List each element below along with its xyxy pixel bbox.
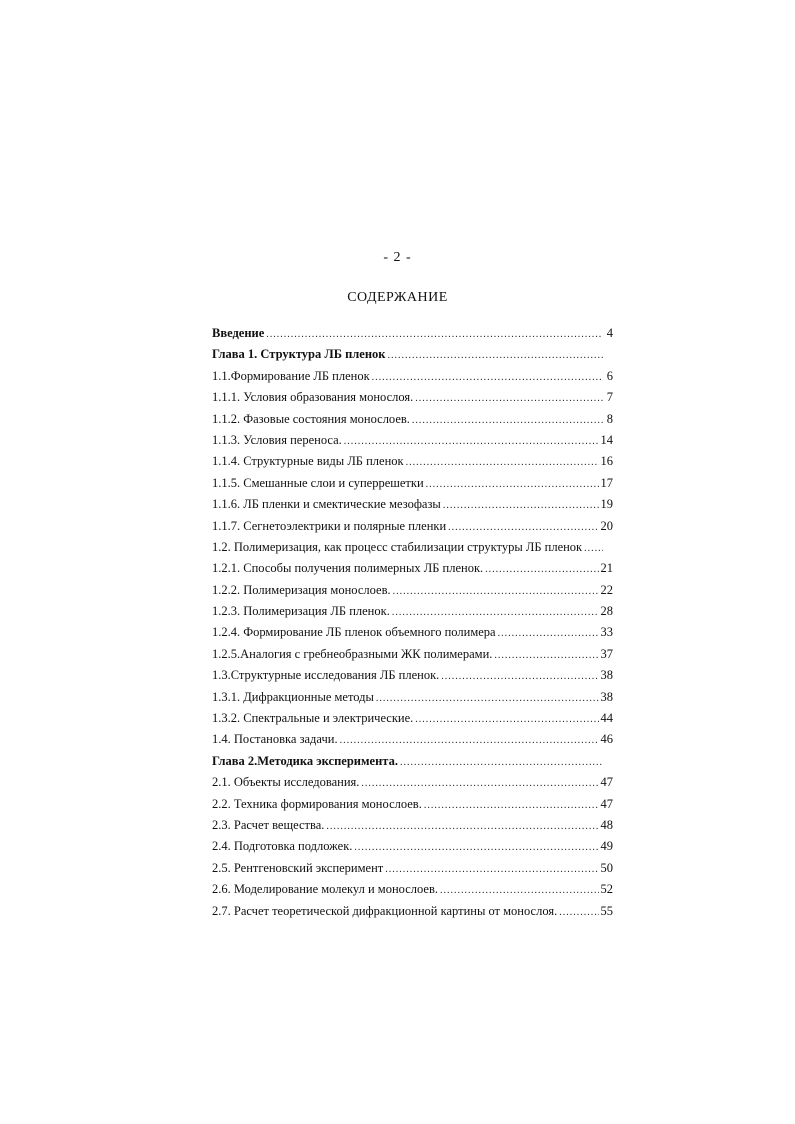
toc-entry-text: 1.2.2. Полимеризация монослоев. xyxy=(212,582,391,597)
toc-entry xyxy=(212,882,613,903)
toc-dot-leader xyxy=(354,842,598,853)
toc-entry-page: 55 xyxy=(600,903,613,918)
toc-title: СОДЕРЖАНИЕ xyxy=(347,290,448,305)
toc-entry-page: 22 xyxy=(600,582,613,597)
toc-dot-leader xyxy=(441,671,598,682)
toc-entry xyxy=(212,326,613,347)
toc-entry xyxy=(212,690,613,711)
toc-entry xyxy=(212,604,613,625)
toc-entry-text: 1.1.6. ЛБ пленки и смектические мезофазы xyxy=(212,497,441,512)
toc-entry-text: 1.3.2. Спектральные и электрические. xyxy=(212,711,414,726)
toc-entry xyxy=(212,583,613,604)
toc-entry-page: 33 xyxy=(600,625,613,640)
page-number: - 2 - xyxy=(383,250,412,265)
toc-entry-text: Глава 2.Методика эксперимента. xyxy=(212,753,398,768)
toc-entry-text: 1.1.5. Смешанные слои и суперрешетки xyxy=(212,475,424,490)
toc-entry-page: 17 xyxy=(600,475,613,490)
toc-entry xyxy=(212,861,613,882)
toc-entry-page: 6 xyxy=(606,368,613,383)
toc-dot-leader xyxy=(372,372,603,383)
toc-entry-page: 21 xyxy=(600,561,613,576)
toc-dot-leader xyxy=(361,778,598,789)
toc-dot-leader xyxy=(485,564,598,575)
toc-entry xyxy=(212,647,613,668)
toc-entry xyxy=(212,433,613,454)
toc-dot-leader xyxy=(393,586,599,597)
toc-entry-text: 1.1.4. Структурные виды ЛБ пленок xyxy=(212,454,404,469)
toc-entry-text: 1.2. Полимеризация, как процесс стабилизации структуры ЛБ пленок xyxy=(212,539,583,554)
toc-entry xyxy=(212,732,613,753)
toc-entry-text: 1.1.1. Условия образования монослоя. xyxy=(212,390,414,405)
toc-entry-text: 1.1.7. Сегнетоэлектрики и полярные пленки xyxy=(212,518,447,533)
toc-entry xyxy=(212,625,613,646)
toc-entry-page: 20 xyxy=(600,518,613,533)
toc-entry-page: 37 xyxy=(600,646,613,661)
toc-dot-leader xyxy=(406,457,599,468)
toc-entry xyxy=(212,754,613,775)
toc-dot-leader xyxy=(385,864,598,875)
toc-entry-text: 2.3. Расчет вещества. xyxy=(212,817,325,832)
toc-entry-text: 1.4. Постановка задачи. xyxy=(212,732,338,747)
toc-entry xyxy=(212,540,613,561)
toc-entry xyxy=(212,797,613,818)
toc-entry-text: 1.1.3. Условия переноса. xyxy=(212,432,342,447)
toc-entry xyxy=(212,839,613,860)
toc-entry-page: 52 xyxy=(600,882,613,897)
toc-dot-leader xyxy=(424,800,599,811)
toc-entry-text: 2.7. Расчет теоретической дифракционной картины от монослоя. xyxy=(212,903,558,918)
toc-entry xyxy=(212,904,613,925)
toc-entry xyxy=(212,561,613,582)
toc-dot-leader xyxy=(443,500,599,511)
toc-entry-page: 47 xyxy=(600,796,613,811)
toc-entry xyxy=(212,390,613,411)
toc-dot-leader xyxy=(559,907,598,918)
toc-entry xyxy=(212,412,613,433)
toc-entry-page: 38 xyxy=(600,689,613,704)
toc-entry-text: 1.2.5.Аналогия с гребнеобразными ЖК полимерами. xyxy=(212,646,493,661)
toc-entry xyxy=(212,369,613,390)
toc-dot-leader xyxy=(494,650,598,661)
toc-dot-leader xyxy=(440,885,599,896)
toc-entry-page: 28 xyxy=(600,604,613,619)
toc-entry-text: 1.2.4. Формирование ЛБ пленок объемного полимера xyxy=(212,625,496,640)
toc-dot-leader xyxy=(388,350,604,361)
toc-entry-text: 1.3.Структурные исследования ЛБ пленок. xyxy=(212,668,440,683)
toc-entry-page: 48 xyxy=(600,817,613,832)
toc-entry-text: 1.3.1. Дифракционные методы xyxy=(212,689,374,704)
toc-entry-text: 2.2. Техника формирования монослоев. xyxy=(212,796,422,811)
toc-entry-text: 1.1.Формирование ЛБ пленок xyxy=(212,368,370,383)
toc-entry-page: 49 xyxy=(600,839,613,854)
toc-dot-leader xyxy=(415,393,603,404)
toc-entry-text: Глава 1. Структура ЛБ пленок xyxy=(212,347,386,362)
toc-entry xyxy=(212,454,613,475)
toc-dot-leader xyxy=(340,735,599,746)
toc-entry-text: 1.1.2. Фазовые состояния монослоев. xyxy=(212,411,410,426)
toc-entry-page: 4 xyxy=(606,326,613,340)
toc-dot-leader xyxy=(412,415,603,426)
toc-dot-leader xyxy=(376,693,599,704)
toc-entry xyxy=(212,818,613,839)
toc-entry xyxy=(212,497,613,518)
toc-dot-leader xyxy=(448,522,598,533)
toc-entry xyxy=(212,668,613,689)
toc-entry xyxy=(212,775,613,796)
toc-entry xyxy=(212,347,613,368)
toc-entry-page: 7 xyxy=(606,390,613,405)
toc-dot-leader xyxy=(344,436,599,447)
toc-dot-leader xyxy=(415,714,598,725)
toc-dot-leader xyxy=(392,607,599,618)
toc-entry-page: 14 xyxy=(600,432,613,447)
toc-entry-page: 47 xyxy=(600,775,613,790)
toc-dot-leader xyxy=(584,543,603,554)
toc-entry-text: Введение xyxy=(212,326,265,340)
toc-dot-leader xyxy=(326,821,598,832)
toc-dot-leader xyxy=(426,479,599,490)
toc-entry-page: 44 xyxy=(600,711,613,726)
toc-entry-page: 8 xyxy=(606,411,613,426)
toc-entry-page: 46 xyxy=(600,732,613,747)
toc-entry xyxy=(212,476,613,497)
toc-entry-text: 1.2.1. Способы получения полимерных ЛБ пленок. xyxy=(212,561,484,576)
toc-entry xyxy=(212,519,613,540)
toc-dot-leader xyxy=(400,757,603,768)
toc-entry-page: 38 xyxy=(600,668,613,683)
toc-entry-text: 2.4. Подготовка подложек. xyxy=(212,839,353,854)
toc-entry xyxy=(212,711,613,732)
table-of-contents xyxy=(212,326,613,925)
toc-entry-text: 2.6. Моделирование молекул и монослоев. xyxy=(212,882,438,897)
toc-entry-text: 1.2.3. Полимеризация ЛБ пленок. xyxy=(212,604,390,619)
toc-entry-text: 2.5. Рентгеновский эксперимент xyxy=(212,860,384,875)
toc-entry-text: 2.1. Объекты исследования. xyxy=(212,775,360,790)
toc-dot-leader xyxy=(498,628,599,639)
toc-entry-page: 50 xyxy=(600,860,613,875)
toc-entry-page: 16 xyxy=(600,454,613,469)
toc-entry-page: 19 xyxy=(600,497,613,512)
toc-dot-leader xyxy=(266,329,603,340)
